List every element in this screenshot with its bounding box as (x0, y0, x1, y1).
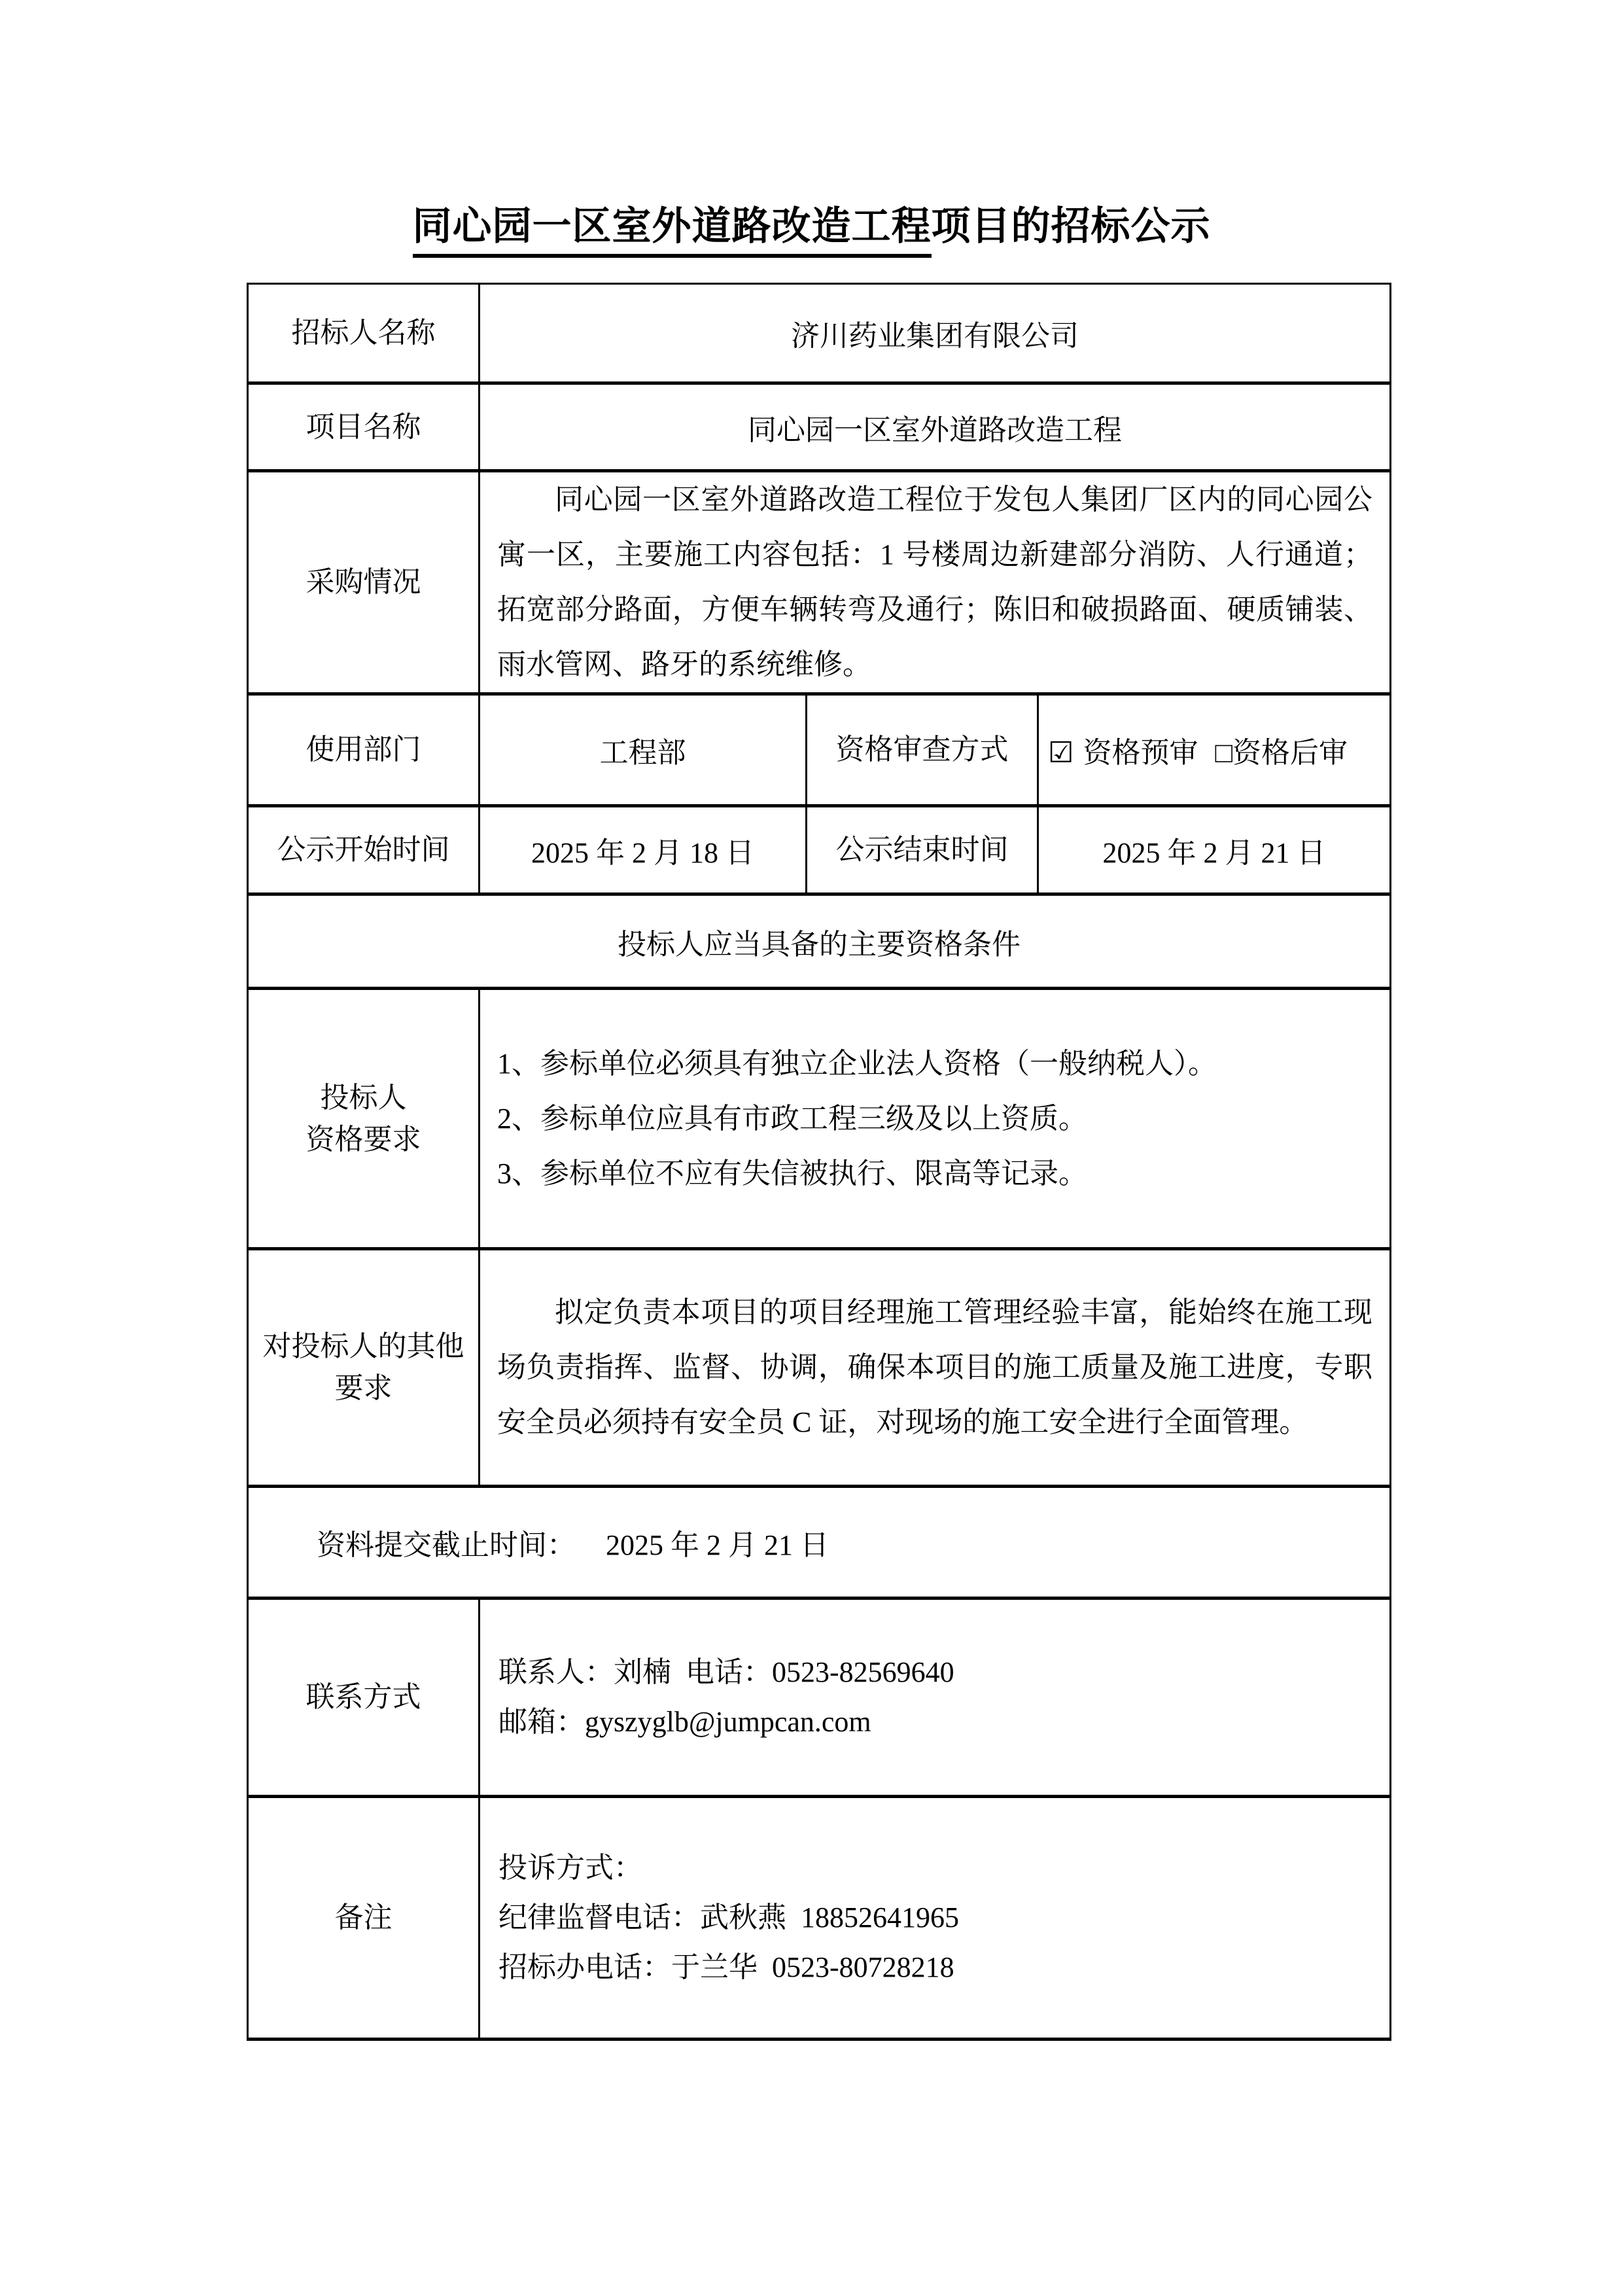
page-title (0, 203, 1623, 250)
table-row-bidder-qualification (248, 989, 1391, 1249)
submission-deadline-value: 2025 年 2 月 21 日 (606, 1529, 829, 1561)
other-requirements-label-line2: 要求 (334, 1372, 393, 1404)
publicity-end-label: 公示结束时间 (807, 806, 1038, 894)
table-row-bidder-name (248, 284, 1391, 383)
table-row-procurement (248, 471, 1391, 694)
pre-review-checked-checkbox-icon: ☑ (1048, 737, 1074, 769)
tender-announcement-table (247, 283, 1391, 2041)
table-row-remarks (248, 1797, 1391, 2040)
remarks-tender-office-phone-line: 招标办电话：于兰华 0523-80728218 (498, 1951, 954, 1983)
submission-deadline-label: 资料提交截止时间： (317, 1529, 576, 1561)
remarks-label: 备注 (248, 1797, 480, 2040)
table-row-submission-deadline (248, 1487, 1391, 1598)
contact-person-phone-line: 联系人：刘楠 电话：0523-82569640 (498, 1656, 954, 1688)
remarks-complaint-line: 投诉方式： (498, 1852, 642, 1884)
publicity-start-label: 公示开始时间 (248, 806, 480, 894)
publicity-end-value: 2025 年 2 月 21 日 (1038, 806, 1391, 894)
department-label: 使用部门 (248, 694, 480, 806)
table-row-qualification-header (248, 894, 1391, 989)
contact-label: 联系方式 (248, 1598, 480, 1797)
remarks-content (480, 1797, 1391, 2040)
bidder-name-label: 招标人名称 (248, 284, 480, 383)
other-requirements-label (248, 1249, 480, 1487)
procurement-details: 同心园一区室外道路改造工程位于发包人集团厂区内的同心园公寓一区，主要施工内容包括：1 号楼周边新建部分消防、人行通道；拓宽部分路面，方便车辆转弯及通行；陈旧和破损路面、硬质铺装、雨水管网、路牙的系统维修。 (480, 471, 1391, 694)
contact-email-line: 邮箱：gyszyglb@jumpcan.com (498, 1706, 871, 1738)
bidder-qualification-label-line2: 资格要求 (305, 1123, 421, 1156)
other-requirements-label-line1: 对投标人的其他 (262, 1330, 464, 1362)
project-name-value: 同心园一区室外道路改造工程 (480, 383, 1391, 471)
qualification-review-value (1038, 694, 1391, 806)
contact-details (480, 1598, 1391, 1797)
table-row-contact (248, 1598, 1391, 1797)
post-review-label: 资格后审 (1232, 737, 1348, 769)
page-title-underlined: 同心园一区室外道路改造工程 (413, 205, 932, 258)
page-title-rest: 项目的招标公示 (931, 205, 1211, 248)
table-row-publicity-dates (248, 806, 1391, 894)
table-row-other-requirements (248, 1249, 1391, 1487)
submission-deadline-cell (248, 1487, 1391, 1598)
qualification-item-3: 3、参标单位不应有失信被执行、限高等记录。 (497, 1157, 1087, 1190)
qualification-review-label: 资格审查方式 (807, 694, 1038, 806)
bidder-qualification-label (248, 989, 480, 1249)
other-requirements-text: 拟定负责本项目的项目经理施工管理经验丰富，能始终在施工现场负责指挥、监督、协调，确保本项目的施工质量及施工进度，专职安全员必须持有安全员 C 证，对现场的施工安全进行全面管理。 (480, 1249, 1391, 1487)
qualification-item-2: 2、参标单位应具有市政工程三级及以上资质。 (497, 1102, 1087, 1135)
table-row-project-name (248, 383, 1391, 471)
procurement-label: 采购情况 (248, 471, 480, 694)
pre-review-label: 资格预审 (1083, 737, 1198, 769)
qualification-section-header: 投标人应当具备的主要资格条件 (248, 894, 1391, 989)
department-value: 工程部 (480, 694, 807, 806)
table-row-department-review (248, 694, 1391, 806)
post-review-unchecked-checkbox-icon: □ (1215, 737, 1233, 769)
qualification-item-1: 1、参标单位必须具有独立企业法人资格（一般纳税人）。 (497, 1047, 1217, 1080)
bidder-qualification-label-line1: 投标人 (320, 1081, 407, 1114)
bidder-name-value: 济川药业集团有限公司 (480, 284, 1391, 383)
remarks-discipline-phone-line: 纪律监督电话：武秋燕 18852641965 (498, 1901, 959, 1934)
project-name-label: 项目名称 (248, 383, 480, 471)
bidder-qualification-items (480, 989, 1391, 1249)
publicity-start-value: 2025 年 2 月 18 日 (480, 806, 807, 894)
